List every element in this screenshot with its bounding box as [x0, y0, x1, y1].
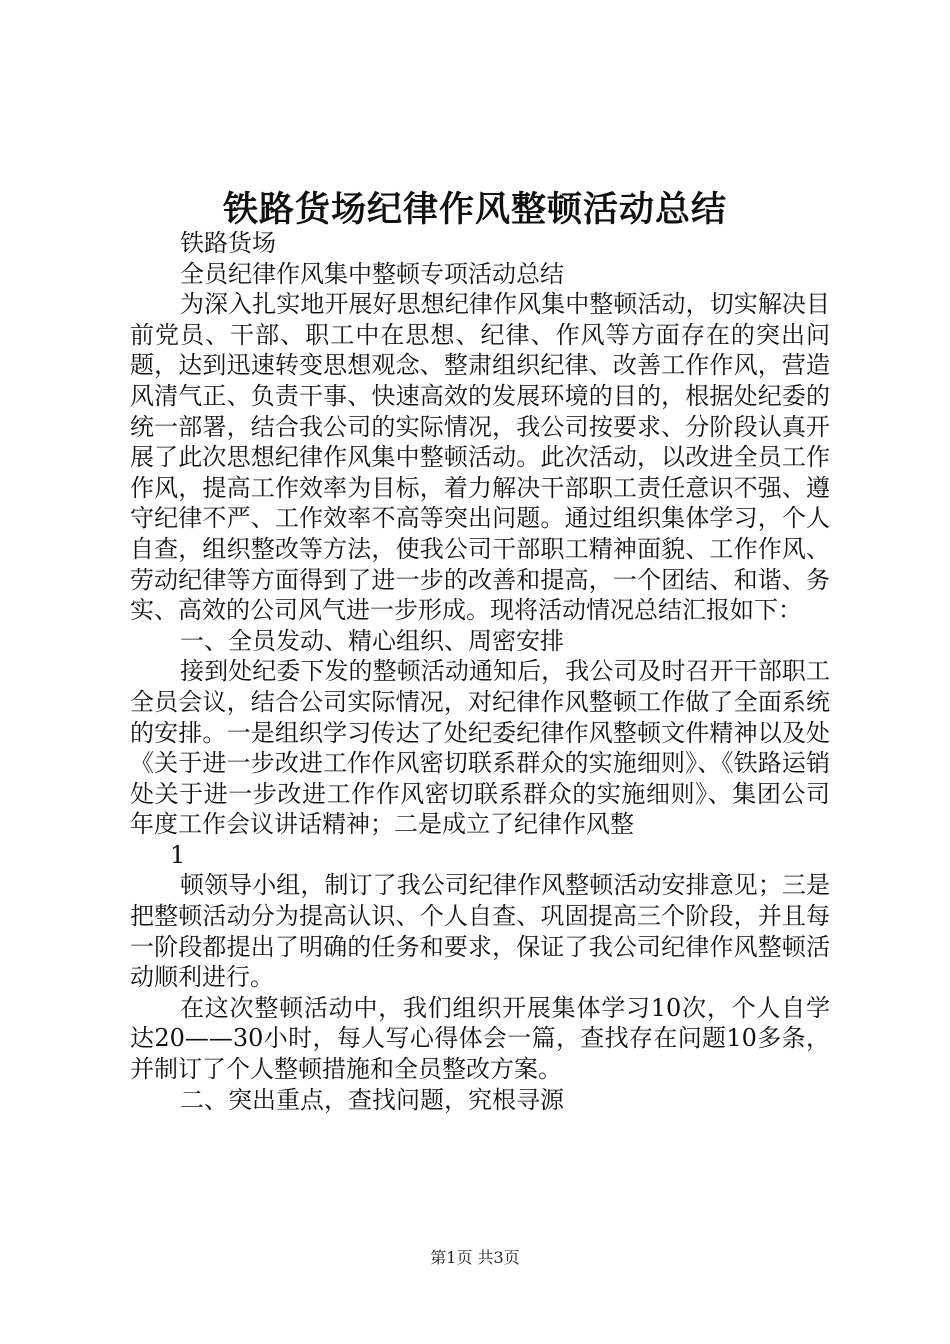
- paragraph-section1-a: 接到处纪委下发的整顿活动通知后，我公司及时召开干部职工全员会议，结合公司实际情况，对纪律作风整顿工作做了全面系统的安排。一是组织学习传达了处纪委纪律作风整顿文件精神以及处《关于进一步改进工作作风密切联系群众的实施细则》、《铁路运销处关于进一步改进工作作风密切联系群众的实施细则》、集团公司年度工作会议讲话精神；二是成立了纪律作风整: [130, 657, 830, 839]
- paragraph-section1-c: 在这次整顿活动中，我们组织开展集体学习10次，个人自学达20——30小时，每人写心得体会一篇，查找存在问题10多条，并制订了个人整顿措施和全员整改方案。: [130, 993, 830, 1084]
- paragraph-subtitle: 全员纪律作风集中整顿专项活动总结: [180, 259, 564, 288]
- document-body: [130, 228, 830, 1115]
- page-footer: 第1页 共3页: [430, 1248, 520, 1267]
- paragraph-section1-b: 顿领导小组，制订了我公司纪律作风整顿活动安排意见；三是把整顿活动分为提高认识、个人自查、巩固提高三个阶段，并且每一阶段都提出了明确的任务和要求，保证了我公司纪律作风整顿活动顺利进行。: [130, 871, 830, 992]
- paragraph-org: 铁路货场: [180, 229, 276, 257]
- paragraph-intro: 为深入扎实地开展好思想纪律作风集中整顿活动，切实解决目前党员、干部、职工中在思想、纪律、作风等方面存在的突出问题，达到迅速转变思想观念、整肃组织纪律、改善工作作风，营造风清气正、负责干事、快速高效的发展环境的目的，根据处纪委的统一部署，结合我公司的实际情况，我公司按要求、分阶段认真开展了此次思想纪律作风集中整顿活动。此次活动，以改进全员工作作风，提高工作效率为目标，着力解决干部职工责任意识不强、遵守纪律不严、工作效率不高等突出问题。通过组织集体学习，个人自查，组织整改等方法，使我公司干部职工精神面貌、工作作风、劳动纪律等方面得到了进一步的改善和提高，一个团结、和谐、务实、高效的公司风气进一步形成。现将活动情况总结汇报如下：: [130, 290, 830, 625]
- section-heading-1: 一、全员发动、精心组织、周密安排: [180, 626, 564, 655]
- document-title: 铁路货场纪律作风整顿活动总结: [222, 189, 727, 230]
- section-heading-2: 二、突出重点，查找问题，究根寻源: [180, 1085, 564, 1114]
- inline-page-number: 1: [170, 840, 186, 869]
